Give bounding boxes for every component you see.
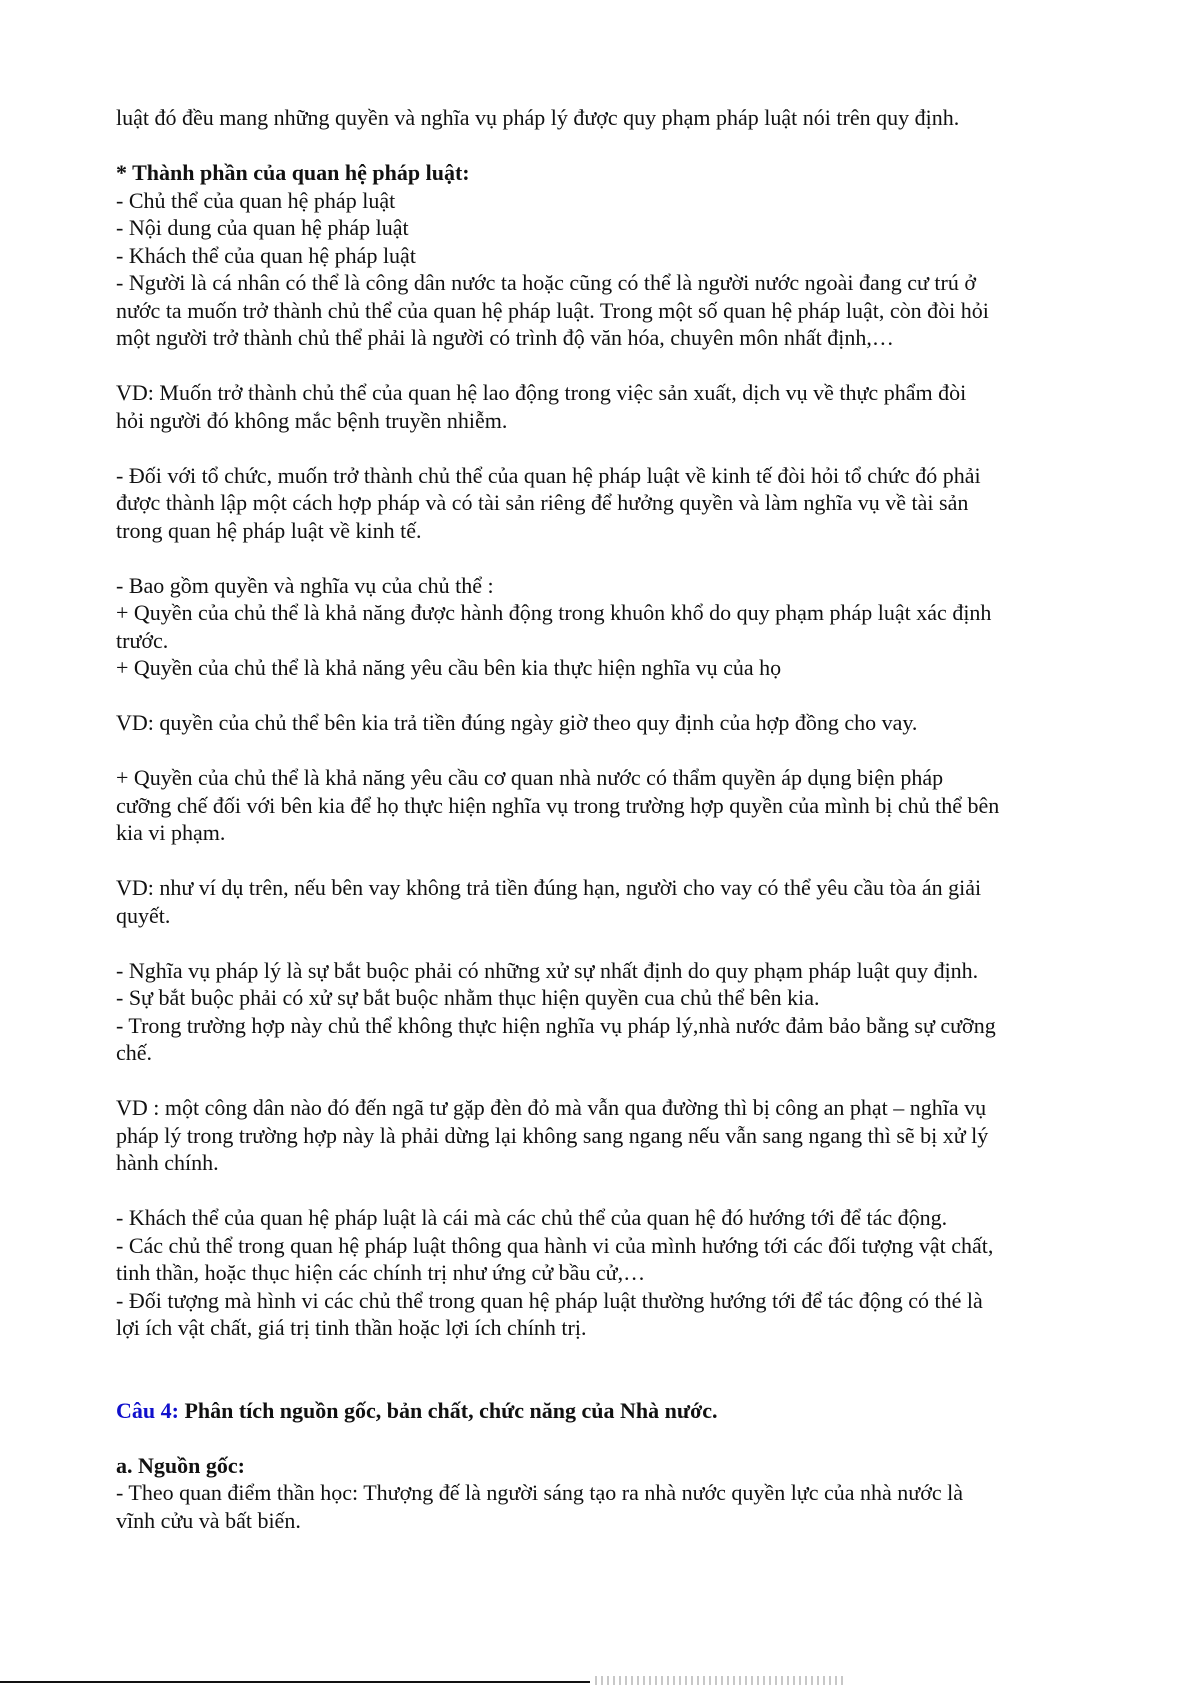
body-text-line: nước ta muốn trở thành chủ thể của quan hệ pháp luật. Trong một số quan hệ pháp luật, còn đòi hỏi [116,297,989,323]
example-line: VD: Muốn trở thành chủ thể của quan hệ lao động trong việc sản xuất, dịch vụ về thực phẩm đòi [116,380,967,405]
question-label: Câu 4: [116,1397,179,1423]
body-text-line: kia vi phạm. [116,820,226,845]
example-line: pháp lý trong trường hợp này là phải dừng lại không sang ngang nếu vẫn sang ngang thì sẽ bị xử lý [116,1122,989,1148]
paragraph-gap [116,1177,1106,1205]
body-text-line: cưỡng chế đối với bên kia để họ thực hiện nghĩa vụ trong trường hợp quyền của mình bị chủ thể bên [116,792,1000,818]
example-line: hỏi người đó không mắc bệnh truyền nhiễm. [116,407,508,433]
body-text-line: - Người là cá nhân có thể là công dân nước ta hoặc cũng có thể là người nước ngoài đang cư trú ở [116,270,977,295]
paragraph-gap [116,352,1106,380]
section-heading: * Thành phần của quan hệ pháp luật: [116,160,470,185]
example-line: quyết. [116,902,171,928]
paragraph-gap [116,544,1106,572]
example-line: VD : một công dân nào đó đến ngã tư gặp đèn đỏ mà vẫn qua đường thì bị công an phạt – nghĩa vụ [116,1095,987,1120]
body-text-line: tinh thần, hoặc thục hiện các chính trị như ứng cử bầu cử,… [116,1260,646,1285]
footer-divider [0,1681,590,1683]
paragraph-gap [116,132,1106,160]
body-text-line: - Sự bắt buộc phải có xử sự bắt buộc nhằm thục hiện quyền cua chủ thể bên kia. [116,985,820,1010]
body-text-line: + Quyền của chủ thể là khả năng được hành động trong khuôn khổ do quy phạm pháp luật xác định [116,600,992,625]
document-page [116,104,1106,1534]
list-item: - Khách thể của quan hệ pháp luật [116,242,416,268]
body-text-line: một người trở thành chủ thể phải là người có trình độ văn hóa, chuyên môn nhất định,… [116,325,894,350]
list-item: - Chủ thể của quan hệ pháp luật [116,187,396,213]
footer-faded-text [595,1676,845,1685]
paragraph-gap [116,1424,1106,1452]
subheading-origin: a. Nguồn gốc: [116,1452,245,1478]
body-text-line: - Theo quan điểm thần học: Thượng đế là người sáng tạo ra nhà nước quyền lực của nhà nước là [116,1480,963,1505]
body-text-line: - Đối tượng mà hình vi các chủ thể trong quan hệ pháp luật thường hướng tới để tác động có thé là [116,1287,983,1313]
paragraph-gap [116,434,1106,462]
example-line: hành chính. [116,1150,219,1175]
body-text-line: + Quyền của chủ thể là khả năng yêu cầu bên kia thực hiện nghĩa vụ của họ [116,655,782,680]
body-text-line: - Khách thể của quan hệ pháp luật là cái mà các chủ thể của quan hệ đó hướng tới để tác động. [116,1205,948,1230]
paragraph-gap [116,847,1106,875]
paragraph-gap [116,737,1106,765]
paragraph-gap [116,682,1106,710]
body-text-line: được thành lập một cách hợp pháp và có tài sản riêng để hưởng quyền và làm nghĩa vụ về tài sản [116,490,969,515]
body-text-line: luật đó đều mang những quyền và nghĩa vụ pháp lý được quy phạm pháp luật nói trên quy định. [116,105,960,130]
paragraph-gap [116,929,1106,957]
body-text-line: chế. [116,1040,153,1065]
body-text-line: - Bao gồm quyền và nghĩa vụ của chủ thể : [116,572,494,598]
question-heading [116,1397,1106,1425]
example-line: VD: quyền của chủ thể bên kia trả tiền đúng ngày giờ theo quy định của hợp đồng cho vay. [116,710,918,735]
body-text-line: - Trong trường hợp này chủ thể không thực hiện nghĩa vụ pháp lý,nhà nước đảm bảo bằng sự cưỡng [116,1012,996,1038]
body-text-line: lợi ích vật chất, giá trị tinh thần hoặc lợi ích chính trị. [116,1315,587,1340]
example-line: VD: như ví dụ trên, nếu bên vay không trả tiền đúng hạn, người cho vay có thể yêu cầu tòa án giải [116,875,982,900]
paragraph-gap [116,1067,1106,1095]
question-text: Phân tích nguồn gốc, bản chất, chức năng của Nhà nước. [178,1397,718,1423]
list-item: - Nội dung của quan hệ pháp luật [116,215,409,240]
body-text-line: - Nghĩa vụ pháp lý là sự bắt buộc phải có những xử sự nhất định do quy phạm pháp luật quy định. [116,957,979,983]
body-text-line: - Các chủ thể trong quan hệ pháp luật thông qua hành vi của mình hướng tới các đối tượng vật chất, [116,1232,994,1258]
paragraph-gap [116,1342,1106,1397]
body-text-line: - Đối với tổ chức, muốn trở thành chủ thể của quan hệ pháp luật về kinh tế đòi hỏi tổ chức đó phải [116,462,981,488]
body-text-line: vĩnh cửu và bất biến. [116,1507,301,1533]
body-text-line: trước. [116,627,169,653]
body-text-line: trong quan hệ pháp luật về kinh tế. [116,517,422,543]
body-text-line: + Quyền của chủ thể là khả năng yêu cầu cơ quan nhà nước có thẩm quyền áp dụng biện pháp [116,765,944,790]
